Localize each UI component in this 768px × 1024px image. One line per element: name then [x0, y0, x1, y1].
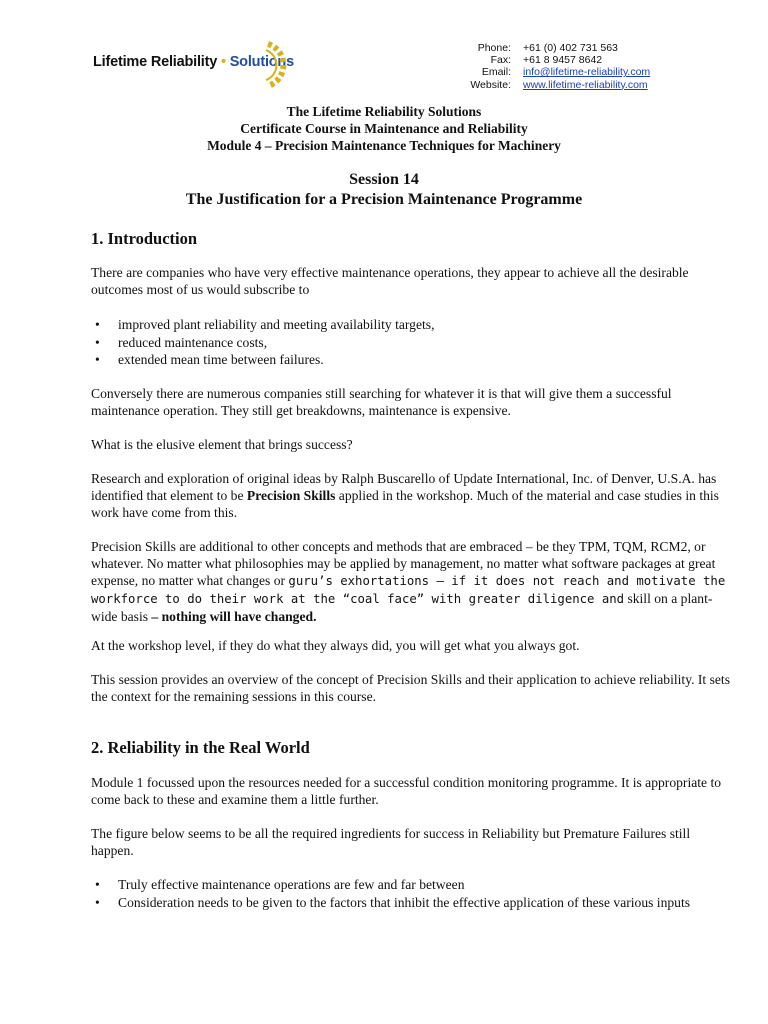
- contact-website: Website: www.lifetime-reliability.com: [470, 78, 648, 91]
- logo-sub-text: Solutions: [229, 54, 294, 70]
- section-2-heading: 2. Reliability in the Real World: [91, 738, 310, 757]
- list-item: • Consideration needs to be given to the factors that inhibit the effective application of these various inputs: [91, 894, 711, 912]
- contact-block: [440, 42, 650, 91]
- logo-separator: •: [220, 54, 226, 70]
- session-title: The Justification for a Precision Maintenance Programme: [185, 191, 583, 208]
- intro-paragraph-6: At the workshop level, if they do what they always did, you will get what you always got.: [91, 638, 580, 653]
- section-2-paragraph-1: Module 1 focussed upon the resources needed for a successful condition monitoring programme. It is appropriate to come back to these and examine them a little further.: [91, 775, 722, 807]
- logo-main-text: Lifetime Reliability: [93, 54, 218, 70]
- precision-skills-emphasis: Precision Skills: [246, 488, 336, 503]
- company-logo: [90, 40, 322, 90]
- intro-paragraph-5: Precision Skills are additional to other concepts and methods that are embraced – be they TPM, TQM, RCM2, or whatever. No matter what philosophies may be applied by management, no matter what software packages at great expense, no matter what changes or guru’s exhortations – if it does not reach and motivate the workforce to do their work at the “coal face” with greater diligence and skill on a plant-wide basis – nothing will have changed.: [91, 539, 726, 624]
- intro-paragraph-2: Conversely there are numerous companies still searching for whatever it is that will give them a successful maintenance operation. They still get breakdowns, maintenance is expensive.: [91, 386, 672, 418]
- contact-email: Email: info@lifetime-reliability.com: [481, 66, 651, 79]
- intro-paragraph-3: What is the elusive element that brings success?: [91, 437, 353, 452]
- list-item: • Truly effective maintenance operations are few and far between: [91, 876, 711, 894]
- title-line-2: Certificate Course in Maintenance and Reliability: [240, 121, 528, 136]
- intro-bullet-list: [91, 316, 711, 369]
- list-item: • reduced maintenance costs,: [91, 334, 711, 352]
- section-1-heading: 1. Introduction: [91, 229, 198, 248]
- title-line-3: Module 4 – Precision Maintenance Techniques for Machinery: [207, 138, 561, 153]
- email-link[interactable]: info@lifetime-reliability.com: [523, 66, 651, 79]
- contact-fax: Fax: +61 8 9457 8642: [490, 54, 603, 67]
- intro-paragraph-1: There are companies who have very effective maintenance operations, they appear to achieve all the desirable outcomes most of us would subscribe to: [91, 265, 689, 297]
- intro-paragraph-7: This session provides an overview of the concept of Precision Skills and their application to achieve reliability. It sets the context for the remaining sessions in this course.: [91, 672, 730, 704]
- website-link[interactable]: www.lifetime-reliability.com: [523, 78, 648, 91]
- list-item: • improved plant reliability and meeting availability targets,: [91, 316, 711, 334]
- contact-phone: Phone: +61 (0) 402 731 563: [477, 42, 618, 54]
- title-line-1: The Lifetime Reliability Solutions: [286, 104, 482, 119]
- section-2-paragraph-2: The figure below seems to be all the required ingredients for success in Reliability but Premature Failures still happen.: [91, 826, 691, 858]
- nothing-changed-emphasis: – nothing will have changed.: [151, 609, 317, 624]
- list-item: • extended mean time between failures.: [91, 351, 711, 369]
- intro-paragraph-4: Research and exploration of original ideas by Ralph Buscarello of Update International, Inc. of Denver, U.S.A. has identified that element to be Precision Skills applied in the workshop. Much of the material and case studies in this work have come from this.: [91, 471, 719, 520]
- course-titles: [0, 103, 768, 154]
- session-heading: [0, 170, 768, 210]
- section-2-bullet-list: [91, 876, 711, 911]
- session-number: Session 14: [349, 171, 419, 188]
- gear-icon: [262, 40, 318, 90]
